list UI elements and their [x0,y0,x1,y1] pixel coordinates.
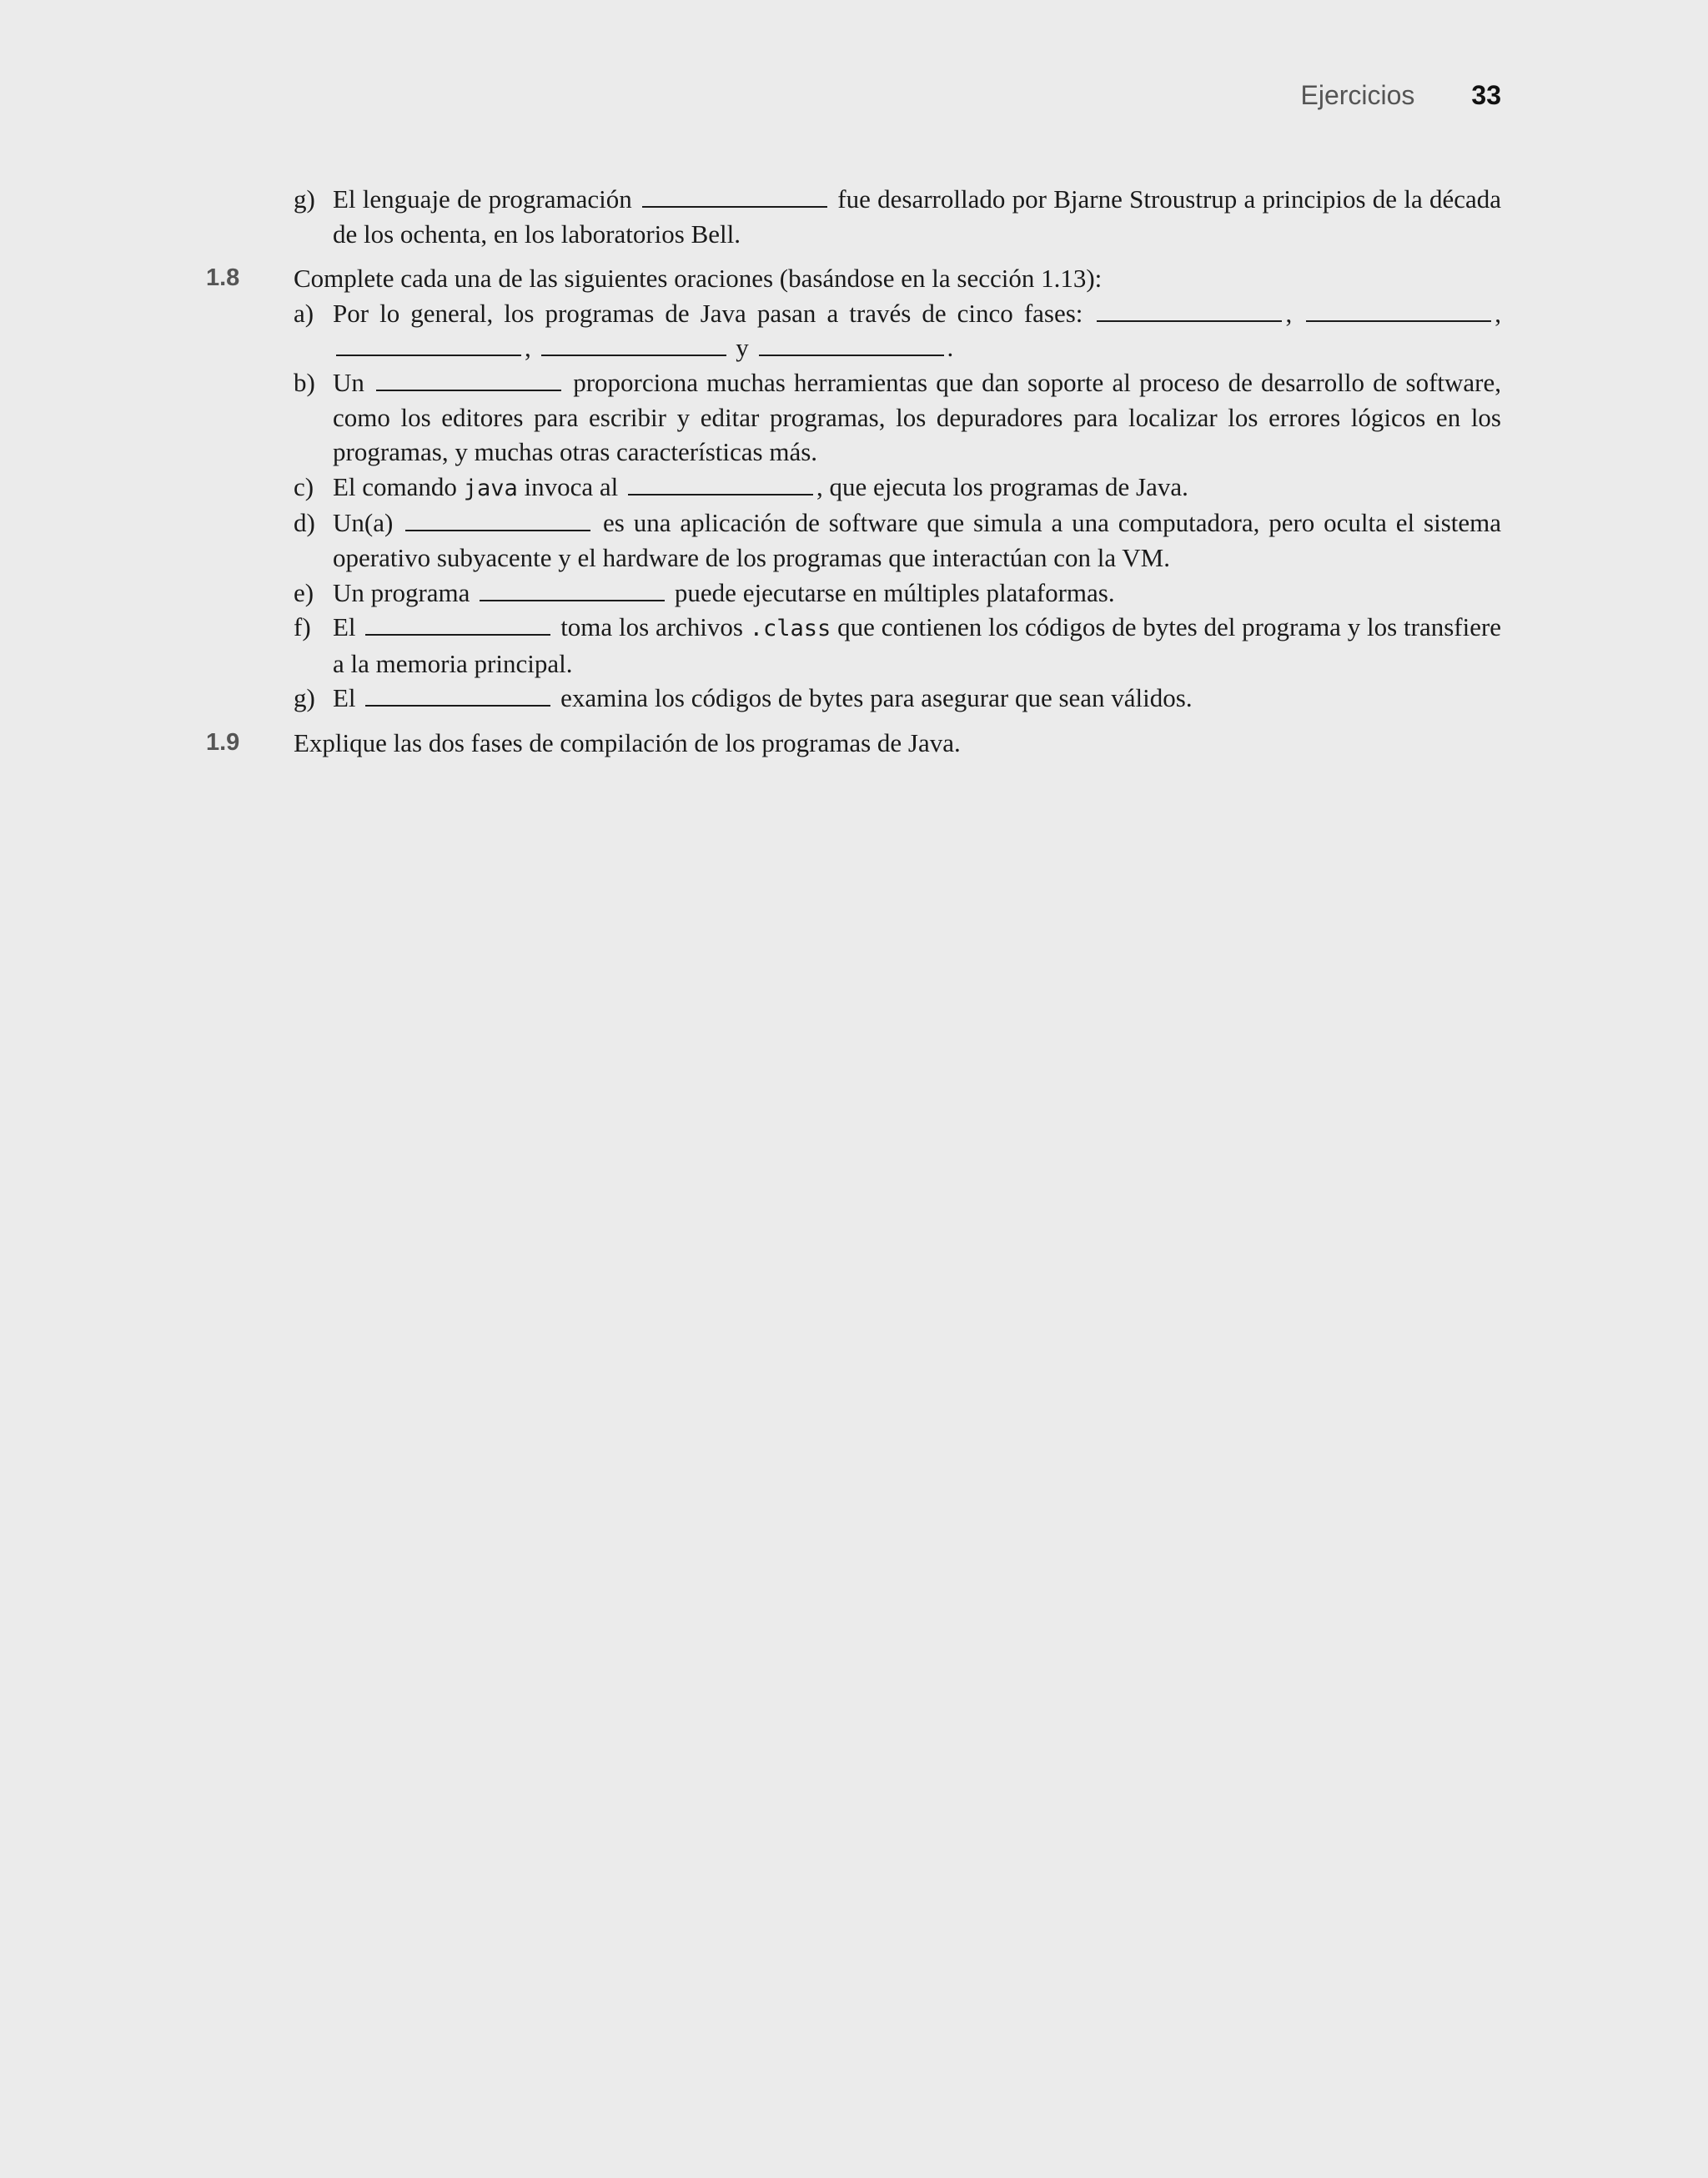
answer-blank [628,493,813,495]
exercise-stem: Complete cada una de las siguientes oraciones (basándose en la sección 1.13): [294,264,1103,294]
code-class: .class [749,616,831,642]
answer-blank [541,354,726,356]
answer-blank [759,354,944,356]
item-d: d) Un(a) es una aplicación de software que simula a una computadora, pero oculta el sistema operativo subyacente y el hardware de los programas que interactúan con la VM. [294,508,1502,572]
exercise-stem: Explique las dos fases de compilación de los programas de Java. [294,727,961,757]
code-java: java [463,475,518,501]
answer-blank [480,599,665,601]
item-b: b) Un proporciona muchas herramientas que dan soporte al proceso de desarrollo de software, como los editores para escribir y editar programas, los depuradores para localizar los errores lógicos en los programas, y muchas otras características más. [294,367,1501,467]
page-number: 33 [1471,80,1501,110]
answer-blank [642,205,827,208]
answer-blank [365,633,550,636]
answer-blank [365,704,550,707]
item-c: c) El comando java invoca al , que ejecuta los programas de Java. [294,471,1188,501]
answer-blank [405,529,590,531]
item-label: g) [294,184,315,214]
exercise-number: 1.9 [206,728,240,756]
answer-blank [1097,319,1282,322]
item-g-carryover: g) El lenguaje de programación fue desarrollado por Bjarne Stroustrup a principios de la década de los ochenta, en los laboratorios Bell. [294,182,1501,251]
item-a: a) Por lo general, los programas de Java pasan a través de cinco fases: , , , y . [294,298,1501,363]
answer-blank [336,354,521,356]
answer-blank [376,389,561,391]
item-f: f) El toma los archivos .class que contienen los códigos de bytes del programa y los transfiere a la memoria principal. [294,612,1502,678]
exercise-1-7-continued [200,182,1501,251]
section-title: Ejercicios [1300,80,1415,110]
page-body [200,182,1501,761]
answer-blank [1306,319,1491,322]
exercise-1-9 [200,726,1501,761]
item-g: g) El examina los códigos de bytes para asegurar que sean válidos. [294,683,1193,713]
running-head [1300,80,1501,111]
exercise-number: 1.8 [206,264,240,292]
exercise-1-8 [200,261,1501,716]
item-e: e) Un programa puede ejecutarse en múltiples plataformas. [294,577,1115,607]
